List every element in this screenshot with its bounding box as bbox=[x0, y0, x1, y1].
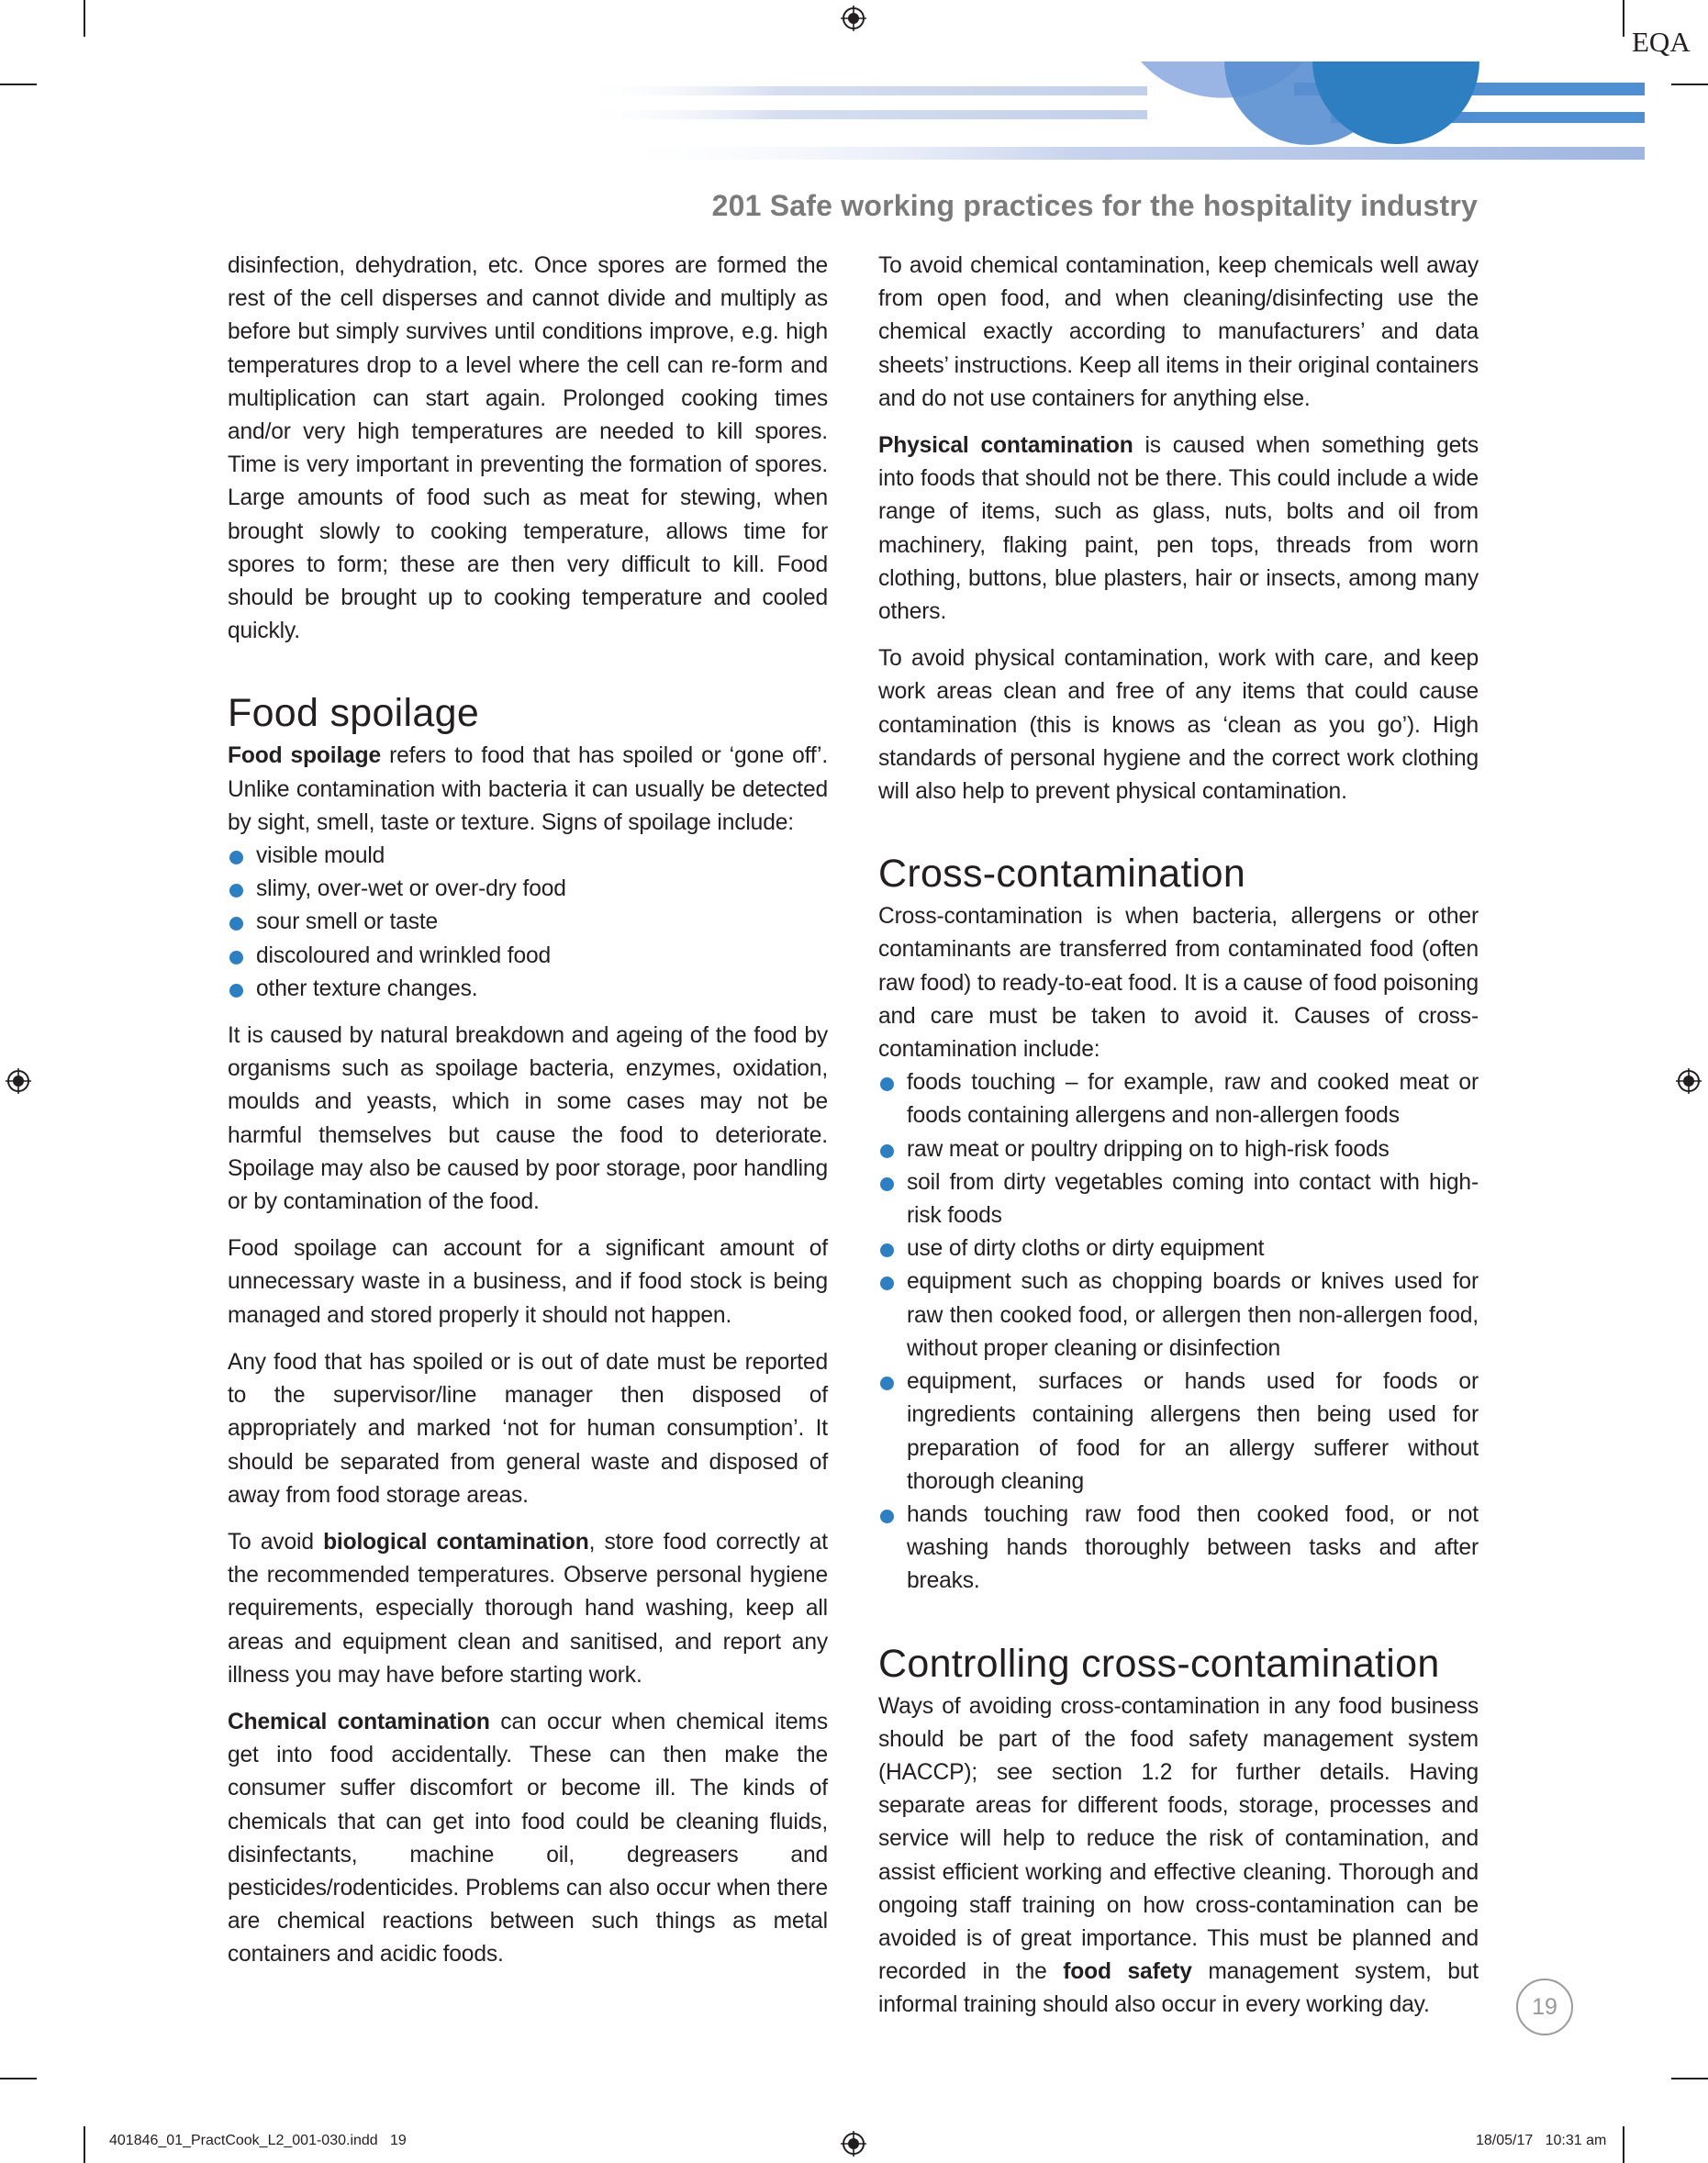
brand-label: EQA bbox=[1632, 26, 1691, 58]
spoilage-cause-paragraph: It is caused by natural breakdown and ageing of the food by organisms such as spoilage bacteria, enzymes, oxidation, moulds and yeasts, which in some cases may not be harmful themselves but cause the food to deteriorate. Spoilage may also be caused by poor storage, poor handling or by contamination of the food. bbox=[228, 1023, 828, 1215]
physical-contamination-paragraph bbox=[878, 429, 1479, 629]
list-item: other texture changes. bbox=[228, 973, 828, 1006]
controlling-post-text: management system, but informal training should also occur in every working day. bbox=[878, 1959, 1479, 2018]
phys-post-text: is caused when something gets into foods that should not be there. This could include a wide range of items, such as glass, nuts, bolts and oil from machinery, flaking paint, pen tops, threads from worn clothing, buttons, blue plasters, hair or insects, among many others. bbox=[878, 433, 1479, 625]
physical-avoid-paragraph: To avoid physical contamination, work with care, and keep work areas clean and free of any items that could cause contamination (this is knows as ‘clean as you go’). High standards of personal hygiene and the correct work clothing will also help to prevent physical contamination. bbox=[878, 646, 1479, 805]
list-item: hands touching raw food then cooked food, or not washing hands thoroughly between tasks and after breaks. bbox=[878, 1499, 1479, 1599]
spoilage-signs-list bbox=[228, 840, 828, 1006]
chem-post-text: can occur when chemical items get into food accidentally. These can then make the consumer suffer discomfort or become ill. The kinds of chemicals that can get into food could be cleaning fluids, disinfectants, machine oil, degreasers and pesticides/rodenticides. Problems can also occur when there are chemical reactions between such things as metal containers and acidic foods. bbox=[228, 1709, 828, 1968]
controlling-pre-text: Ways of avoiding cross-contamination in any food business should be part of the food safety management system (HACCP); see section 1.2 for further details. Having separate areas for different foods, storage, processes and service will help to reduce the risk of contamination, and assist efficient working and effective cleaning. Thorough and ongoing staff training on how cross-contamination can be avoided is of great importance. This must be planned and recorded in the bbox=[878, 1693, 1479, 1985]
heading-food-spoilage: Food spoilage bbox=[228, 691, 480, 736]
crop-mark-top-left-v bbox=[84, 0, 85, 37]
term-biological-contamination: biological contamination bbox=[323, 1529, 589, 1555]
crop-mark-bottom-left-h bbox=[0, 2078, 37, 2079]
page-number: 19 bbox=[1516, 1979, 1573, 2035]
heading-controlling-cross-contamination: Controlling cross-contamination bbox=[878, 1641, 1440, 1686]
running-head: 201 Safe working practices for the hospitality industry bbox=[711, 189, 1478, 222]
spoilage-report-paragraph: Any food that has spoiled or is out of date must be reported to the supervisor/line manager then disposed of appropriately and marked ‘not for human consumption’. It should be separated from general waste and disposed of away from food storage areas. bbox=[228, 1349, 828, 1508]
crop-mark-bottom-left-v bbox=[84, 2126, 85, 2163]
list-item: use of dirty cloths or dirty equipment bbox=[878, 1232, 1479, 1265]
list-item: equipment such as chopping boards or knives used for raw then cooked food, or allergen then non-allergen food, without proper cleaning or disinfection bbox=[878, 1265, 1479, 1366]
list-item: discoloured and wrinkled food bbox=[228, 940, 828, 973]
chemical-contamination-paragraph bbox=[228, 1706, 828, 1972]
slug-file-info: 401846_01_PractCook_L2_001-030.indd 19 bbox=[109, 2133, 407, 2148]
list-item: sour smell or taste bbox=[228, 906, 828, 939]
bio-post-text: , store food correctly at the recommended temperatures. Observe personal hygiene requirements, especially thorough hand washing, keep all areas and equipment clean and sanitised, and report any illness you may have before starting work. bbox=[228, 1529, 828, 1688]
list-item: foods touching – for example, raw and cooked meat or foods containing allergens and non-allergen foods bbox=[878, 1066, 1479, 1132]
crop-mark-top-right-h bbox=[1671, 84, 1708, 85]
crop-mark-top-right-v bbox=[1623, 0, 1624, 37]
term-physical-contamination: Physical contamination bbox=[878, 433, 1133, 459]
slug-date-info: 18/05/17 10:31 am bbox=[1476, 2133, 1607, 2148]
cross-contamination-intro: Cross-contamination is when bacteria, allergens or other contaminants are transferred from contaminated food (often raw food) to ready-to-eat food. It is a cause of food poisoning and care must be taken to avoid it. Causes of cross-contamination include: bbox=[878, 904, 1479, 1063]
list-item: soil from dirty vegetables coming into contact with high-risk foods bbox=[878, 1166, 1479, 1232]
term-food-safety: food safety bbox=[1063, 1959, 1192, 1985]
registration-target-icon bbox=[841, 6, 866, 31]
header-decoration bbox=[578, 57, 1645, 165]
food-spoilage-intro bbox=[228, 740, 828, 840]
term-chemical-contamination: Chemical contamination bbox=[228, 1709, 490, 1734]
cross-contamination-causes-list bbox=[878, 1066, 1479, 1598]
spoilage-waste-paragraph: Food spoilage can account for a significant amount of unnecessary waste in a business, and if food stock is being managed and stored properly it should not happen. bbox=[228, 1236, 828, 1328]
term-food-spoilage: Food spoilage bbox=[228, 743, 382, 769]
right-column bbox=[878, 250, 1479, 2036]
crop-mark-bottom-right-h bbox=[1671, 2078, 1708, 2079]
list-item: visible mould bbox=[228, 840, 828, 873]
bio-pre-text: To avoid bbox=[228, 1529, 324, 1555]
crop-mark-bottom-right-v bbox=[1623, 2126, 1624, 2163]
list-item: slimy, over-wet or over-dry food bbox=[228, 873, 828, 906]
left-column bbox=[228, 250, 828, 1986]
heading-cross-contamination: Cross-contamination bbox=[878, 852, 1246, 897]
biological-contamination-paragraph bbox=[228, 1526, 828, 1692]
list-item: raw meat or poultry dripping on to high-risk foods bbox=[878, 1133, 1479, 1166]
crop-mark-top-left-h bbox=[0, 84, 37, 85]
list-item: equipment, surfaces or hands used for foods or ingredients containing allergens then being used for preparation of food for an allergy sufferer without thorough cleaning bbox=[878, 1366, 1479, 1499]
food-spoilage-intro-text: refers to food that has spoiled or ‘gone off’. Unlike contamination with bacteria it can usually be detected by sight, smell, taste or texture. Signs of spoilage include: bbox=[228, 743, 829, 835]
registration-target-icon bbox=[1676, 1068, 1702, 1094]
registration-target-icon bbox=[841, 2131, 866, 2157]
spores-paragraph: disinfection, dehydration, etc. Once spores are formed the rest of the cell disperses and cannot divide and multiply as before but simply survives until conditions improve, e.g. high temperatures drop to a level where the cell can re-form and multiplication can start again. Prolonged cooking times and/or very high temperatures are needed to kill spores. Time is very important in preventing the formation of spores. Large amounts of food such as meat for stewing, when brought slowly to cooking temperature, allows time for spores to form; these are then very difficult to kill. Food should be brought up to cooking temperature and cooled quickly. bbox=[228, 253, 828, 644]
registration-target-icon bbox=[6, 1068, 31, 1094]
chemical-avoid-paragraph: To avoid chemical contamination, keep chemicals well away from open food, and when cleaning/disinfecting use the chemical exactly according to manufacturers’ and data sheets’ instructions. Keep all items in their original containers and do not use containers for anything else. bbox=[878, 253, 1479, 411]
controlling-paragraph bbox=[878, 1690, 1479, 2023]
